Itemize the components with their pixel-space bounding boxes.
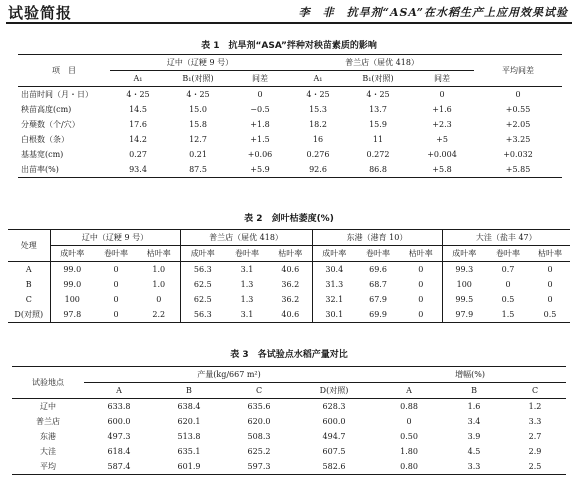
t1-sub-header: B₁(对照) xyxy=(362,74,394,83)
table-cell: 56.3 xyxy=(180,262,225,278)
table-cell: 513.8 xyxy=(177,432,201,441)
table-cell: 1.6 xyxy=(467,402,481,411)
row-label: 出苗率(%) xyxy=(21,165,59,174)
table-cell: +0.55 xyxy=(505,105,531,114)
table-cell: 99.3 xyxy=(442,262,486,278)
table-cell: +1.6 xyxy=(432,105,452,114)
table-cell: 12.7 xyxy=(189,135,207,144)
table-cell: 13.7 xyxy=(369,105,387,114)
table-cell: 0.21 xyxy=(189,150,207,159)
row-label: 辽中 xyxy=(40,402,56,411)
table-cell: +5.8 xyxy=(432,165,452,174)
table-cell: 620.1 xyxy=(177,417,201,426)
table-cell: 0.27 xyxy=(129,150,147,159)
table-cell: 633.8 xyxy=(107,402,131,411)
table-cell: 625.2 xyxy=(247,447,271,456)
table-cell: 3.9 xyxy=(467,432,481,441)
table-cell: 15.0 xyxy=(189,105,207,114)
t2-sub-header: 枯叶率 xyxy=(408,249,433,258)
table-row xyxy=(18,117,562,132)
table-cell: 40.6 xyxy=(281,265,300,274)
article-title: 李 非 抗旱剂“ASA”在水稻生产上应用效果试验 xyxy=(298,6,568,19)
t2-site-header: 大洼（盐丰 47） xyxy=(442,230,570,246)
table-cell: 4.5 xyxy=(467,447,481,456)
row-label: A xyxy=(25,265,32,274)
table1-caption: 表 1 抗旱剂“ASA”拌种对秧苗素质的影响 xyxy=(201,41,377,51)
table-cell: 99.0 xyxy=(50,262,94,278)
table-cell: 100 xyxy=(442,277,486,292)
table-cell: 69.6 xyxy=(369,265,387,274)
table-cell: 0 xyxy=(156,295,162,304)
t1-sub-header: 间差 xyxy=(252,74,268,83)
row-label: 白根数（条） xyxy=(21,135,69,144)
table-cell: 1.3 xyxy=(240,295,254,304)
table-cell: 0.5 xyxy=(501,295,515,304)
row-label: 大洼 xyxy=(40,447,56,456)
table-cell: 0 xyxy=(418,265,424,274)
table-cell: 2.5 xyxy=(528,462,542,471)
table-cell: 1.0 xyxy=(152,265,166,274)
table-cell: 56.3 xyxy=(180,307,225,323)
table-row xyxy=(12,444,566,459)
table-cell: 62.5 xyxy=(180,292,225,307)
t3-site-header: 试验地点 xyxy=(12,367,84,399)
t3-yield-header: 产量(kg/667 m²) xyxy=(84,367,374,383)
row-label: 基基宽(cm) xyxy=(21,150,64,159)
table-cell: 628.3 xyxy=(322,402,346,411)
t1-sub-header: A₁ xyxy=(313,74,323,83)
t2-sub-header: 枯叶率 xyxy=(538,249,563,258)
table-cell: −0.5 xyxy=(250,105,270,114)
table-cell: 3.3 xyxy=(528,417,542,426)
t1-item-header: 项 目 xyxy=(18,55,110,87)
table1 xyxy=(18,54,562,178)
table-cell: 17.6 xyxy=(129,120,147,129)
table-cell: 494.7 xyxy=(322,432,346,441)
t2-site-header: 普兰店（屉优 418） xyxy=(180,230,312,246)
t1-sub-header: 间差 xyxy=(434,74,451,83)
table-cell: 3.1 xyxy=(240,310,254,319)
t2-treat-header: 处理 xyxy=(8,230,50,262)
table-cell: 3.4 xyxy=(467,417,481,426)
table-cell: 620.0 xyxy=(247,417,271,426)
table-cell: 14.2 xyxy=(129,135,147,144)
t3-sub-header: C xyxy=(255,386,263,395)
table-cell: 0 xyxy=(547,295,553,304)
row-label: 东港 xyxy=(40,432,56,441)
t1-sub-header: B₁(对照) xyxy=(182,74,214,83)
t2-sub-header: 卷叶率 xyxy=(104,249,128,258)
table-cell: 86.8 xyxy=(369,165,387,174)
table-row xyxy=(8,292,570,307)
table-row xyxy=(8,277,570,292)
table-cell: 32.1 xyxy=(312,292,356,307)
table-cell: 0.272 xyxy=(366,150,390,159)
table-cell: +3.25 xyxy=(505,135,531,144)
t3-sub-header: D(对照) xyxy=(319,386,349,395)
table-row xyxy=(12,414,566,429)
table-cell: 607.5 xyxy=(322,447,346,456)
t2-sub-header: 卷叶率 xyxy=(496,249,521,258)
table-cell: 0.7 xyxy=(501,265,515,274)
t2-sub-header: 枯叶率 xyxy=(278,249,303,258)
table-cell: +2.3 xyxy=(432,120,452,129)
t2-sub-header: 成叶率 xyxy=(180,246,225,262)
table-cell: 0 xyxy=(113,265,119,274)
table-row xyxy=(12,399,566,415)
t2-sub-header: 成叶率 xyxy=(312,246,356,262)
table-cell: 0.80 xyxy=(400,462,418,471)
table-row xyxy=(18,132,562,147)
table-cell: 97.8 xyxy=(50,307,94,323)
table-cell: 587.4 xyxy=(107,462,131,471)
table-row xyxy=(18,162,562,178)
table-cell: 0 xyxy=(113,295,119,304)
table-row xyxy=(8,307,570,323)
table-cell: +1.5 xyxy=(250,135,270,144)
table-cell: +0.004 xyxy=(427,150,457,159)
t3-sub-header: B xyxy=(186,386,192,395)
table-cell: 2.9 xyxy=(528,447,542,456)
table-cell: 0 xyxy=(406,417,412,426)
table-cell: +0.032 xyxy=(503,150,533,159)
table-row xyxy=(8,262,570,278)
t2-sub-header: 成叶率 xyxy=(50,246,94,262)
table-cell: 100 xyxy=(50,292,94,307)
table-cell: 1.5 xyxy=(501,310,515,319)
table-cell: 15.9 xyxy=(369,120,387,129)
t3-incr-header: 增幅(%) xyxy=(374,367,566,383)
table-cell: 0 xyxy=(505,280,511,289)
t3-sub-header: C xyxy=(531,386,539,395)
table-cell: 4・25 xyxy=(126,90,150,99)
table-cell: 0 xyxy=(418,280,424,289)
table-cell: 36.2 xyxy=(281,295,300,304)
table-cell: 0.5 xyxy=(543,310,557,319)
table-cell: 1.3 xyxy=(240,280,254,289)
table-cell: 97.9 xyxy=(442,307,486,323)
table-cell: 0 xyxy=(113,280,119,289)
table-cell: 67.9 xyxy=(369,295,387,304)
table-cell: 30.1 xyxy=(312,307,356,323)
table-cell: 0 xyxy=(547,265,553,274)
t2-site-header: 东港（港育 10） xyxy=(312,230,442,246)
table-cell: 1.0 xyxy=(152,280,166,289)
table-cell: 2.2 xyxy=(152,310,166,319)
table-cell: 618.4 xyxy=(107,447,131,456)
table-cell: 36.2 xyxy=(281,280,300,289)
table-row xyxy=(12,459,566,475)
t1-avg-header: 平均间差 xyxy=(474,55,562,87)
table-cell: 1.80 xyxy=(400,447,418,456)
t1-site-header: 普兰店（屉优 418） xyxy=(290,55,474,71)
table-cell: 0.88 xyxy=(400,402,418,411)
table-cell: 3.1 xyxy=(240,265,254,274)
table-cell: 0 xyxy=(515,90,521,99)
t1-site-header: 辽中（辽粳 9 号） xyxy=(110,55,290,71)
t3-sub-header: A xyxy=(116,386,122,395)
table-cell: 99.0 xyxy=(50,277,94,292)
page-header xyxy=(0,0,578,22)
table-cell: 15.8 xyxy=(189,120,207,129)
table-cell: 0 xyxy=(418,295,424,304)
table2-caption: 表 2 剑叶枯萎度(%) xyxy=(244,214,334,224)
row-label: B xyxy=(25,280,32,289)
table-cell: 92.6 xyxy=(309,165,327,174)
table-row xyxy=(12,429,566,444)
t1-sub-header: A₁ xyxy=(133,74,143,83)
table-cell: 62.5 xyxy=(180,277,225,292)
row-label: D(对照) xyxy=(14,310,44,319)
table-cell: 2.7 xyxy=(528,432,542,441)
table-cell: 4・25 xyxy=(366,90,390,99)
table-cell: 16 xyxy=(312,135,324,144)
row-label: 秧苗高度(cm) xyxy=(21,105,72,114)
table-cell: 4・25 xyxy=(186,90,210,99)
table-cell: +2.05 xyxy=(505,120,531,129)
table-cell: 15.3 xyxy=(309,105,327,114)
table-cell: 635.1 xyxy=(177,447,201,456)
table-cell: 99.5 xyxy=(442,292,486,307)
table-cell: 601.9 xyxy=(177,462,201,471)
table-cell: 31.3 xyxy=(312,277,356,292)
table-row xyxy=(18,87,562,103)
table-cell: 635.6 xyxy=(247,402,271,411)
table-cell: 0.276 xyxy=(306,150,330,159)
table-row xyxy=(18,147,562,162)
table-cell: 30.4 xyxy=(312,262,356,278)
table-cell: 68.7 xyxy=(369,280,387,289)
table-cell: 600.0 xyxy=(107,417,131,426)
table-cell: 69.9 xyxy=(369,310,387,319)
row-label: 出苗时间（月・日） xyxy=(21,90,93,99)
table-cell: 582.6 xyxy=(322,462,346,471)
table-cell: 0 xyxy=(547,280,553,289)
row-label: 分蘖数（个/穴） xyxy=(21,120,80,129)
row-label: 平均 xyxy=(40,462,56,471)
table-cell: 600.0 xyxy=(322,417,346,426)
table-cell: 1.2 xyxy=(528,402,542,411)
table-cell: 14.5 xyxy=(129,105,147,114)
t3-sub-header: A xyxy=(406,386,412,395)
table-cell: +5 xyxy=(436,135,448,144)
t2-sub-header: 卷叶率 xyxy=(235,249,260,258)
t2-sub-header: 卷叶率 xyxy=(366,249,391,258)
table-cell: +5.85 xyxy=(505,165,531,174)
t2-sub-header: 枯叶率 xyxy=(146,249,171,258)
table-cell: +0.06 xyxy=(247,150,273,159)
table-cell: 0 xyxy=(418,310,424,319)
table-cell: 87.5 xyxy=(189,165,207,174)
table-cell: 0 xyxy=(113,310,119,319)
table-row xyxy=(18,102,562,117)
table-cell: 18.2 xyxy=(309,120,327,129)
table-cell: 40.6 xyxy=(281,310,300,319)
table-cell: 3.3 xyxy=(467,462,481,471)
table-cell: 508.3 xyxy=(247,432,271,441)
table-cell: 638.4 xyxy=(177,402,201,411)
table3-caption: 表 3 各试验点水稻产量对比 xyxy=(230,350,348,360)
table-cell: +5.9 xyxy=(250,165,270,174)
row-label: 普兰店 xyxy=(36,417,60,426)
journal-section-title: 试验简报 xyxy=(8,4,73,22)
table-cell: 597.3 xyxy=(247,462,271,471)
table-cell: 0.50 xyxy=(400,432,418,441)
table-cell: 0 xyxy=(439,90,445,99)
t3-sub-header: B xyxy=(471,386,477,395)
header-rule xyxy=(6,22,572,24)
table-cell: +1.8 xyxy=(250,120,270,129)
row-label: C xyxy=(25,295,32,304)
t2-sub-header: 成叶率 xyxy=(442,246,486,262)
table-cell: 497.3 xyxy=(107,432,131,441)
table-cell: 4・25 xyxy=(306,90,330,99)
table2 xyxy=(8,229,570,323)
t2-site-header: 辽中（辽粳 9 号） xyxy=(50,230,180,246)
table3 xyxy=(12,366,566,475)
table-cell: 0 xyxy=(257,90,263,99)
table-cell: 11 xyxy=(372,135,384,144)
table-cell: 93.4 xyxy=(129,165,147,174)
